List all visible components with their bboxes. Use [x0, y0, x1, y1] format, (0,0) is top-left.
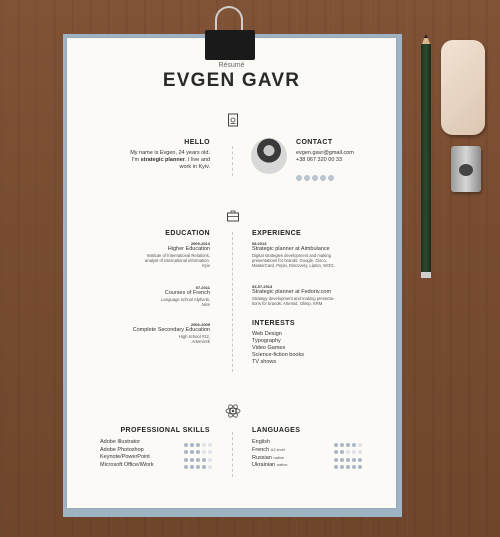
mail-icon[interactable]: [328, 175, 334, 181]
education-city: Kyiv: [202, 263, 210, 268]
vk-icon[interactable]: [320, 175, 326, 181]
language-note: native: [276, 462, 288, 468]
sharpener-hole: [459, 164, 473, 176]
hello-line-2: [110, 157, 210, 164]
experience-desc-2: presentations for brands: Google, Cisco,: [252, 258, 327, 263]
hello-line-1: My name is Evgen, 24 years old.: [130, 150, 210, 156]
skill-name: Keynote/PowerPoint: [100, 454, 150, 461]
experience-item: [252, 241, 372, 268]
skill-name: Adobe Illustrator: [100, 439, 141, 446]
social-links: [296, 168, 336, 186]
education-place: High school #12,: [178, 334, 210, 339]
interests-title: INTERESTS: [252, 320, 295, 327]
facebook-icon[interactable]: [296, 175, 302, 181]
education-name: Courses of French: [164, 290, 210, 296]
experience-date: 08.2013: [252, 241, 267, 246]
education-date: 07.2011: [195, 285, 210, 290]
twitter-icon[interactable]: [312, 175, 318, 181]
contact-title: CONTACT: [296, 139, 333, 146]
experience-desc-1: Digital strategies development and making: [252, 253, 331, 258]
education-date: 2006-2009: [190, 322, 210, 327]
language-name: [252, 461, 287, 469]
education-title: EDUCATION: [165, 230, 210, 237]
education-place: Institute of International Relations,: [146, 253, 210, 258]
skill-level: [182, 456, 212, 474]
hello-title: HELLO: [184, 139, 210, 146]
avatar: [251, 138, 287, 174]
experience-item: [252, 284, 372, 306]
contact-phone[interactable]: +38 067 320 00 33: [296, 157, 343, 163]
education-name: Complete Secondary Education: [132, 327, 210, 333]
education-date: 2009-2013: [190, 241, 210, 246]
education-item: [110, 285, 210, 307]
page-title: EVGEN GAVR: [162, 70, 301, 91]
experience-desc-3: MasterCard, Pepsi, Discovery, Lipton, WOG.: [252, 263, 335, 268]
skill-name: Microsoft Office/iWork: [100, 461, 154, 468]
experience-title: EXPERIENCE: [252, 230, 302, 237]
education-item: [110, 241, 210, 268]
linkedin-icon[interactable]: [304, 175, 310, 181]
skills-list: [100, 439, 212, 469]
language-label: Russian: [252, 454, 272, 461]
contact-email[interactable]: evgen.gavr@gmail.com: [296, 150, 354, 156]
eraser: [441, 40, 485, 135]
education-place-2: analyst of international information.: [145, 258, 210, 263]
list-item: Science-fiction books: [252, 352, 304, 358]
pencil-lead: [424, 34, 428, 38]
language-name: [252, 439, 270, 446]
resume-label: Résumé: [218, 62, 245, 69]
divider-line: [232, 232, 233, 372]
education-place: Language school Alpha-B,: [161, 297, 210, 302]
atom-icon: [225, 403, 241, 419]
briefcase-icon: [226, 209, 240, 223]
hello-line-2-pre: I'm: [131, 157, 141, 163]
language-label: English: [252, 439, 271, 446]
education-item: [110, 322, 210, 344]
skill-name: Adobe Photoshop: [100, 446, 144, 453]
hello-line-2-bold: strategic planner: [140, 157, 185, 163]
languages-list: [252, 439, 362, 469]
divider-line: [232, 146, 233, 176]
hello-line-2-post: . I live and: [184, 157, 210, 163]
skills-title: PROFESSIONAL SKILLS: [120, 427, 210, 434]
education-name: Higher Education: [167, 246, 210, 252]
experience-desc-2: tions for brands: Artemid, Olimp, KRM.: [252, 301, 324, 306]
interests-list: [252, 331, 304, 366]
list-item: Typography: [252, 338, 281, 344]
binder-clip: [205, 30, 255, 60]
divider-line: [232, 432, 233, 477]
hello-text: [110, 150, 210, 171]
list-item: Video Games: [252, 345, 286, 351]
experience-desc-1: Strategy development and making presenta-: [252, 296, 335, 301]
skill-row: [100, 462, 212, 470]
education-city: Artemivsk: [191, 339, 210, 344]
list-item: TV shows: [252, 359, 277, 365]
experience-role: Strategic planner at Fedoriv.com: [252, 289, 332, 295]
language-note: native: [273, 454, 285, 460]
language-level: [332, 456, 362, 474]
language-row: [252, 462, 362, 470]
list-item: Web Design: [252, 331, 282, 337]
pencil: [421, 44, 431, 276]
document-icon: [226, 113, 240, 127]
languages-title: LANGUAGES: [252, 427, 301, 434]
language-label: French: [252, 447, 270, 454]
experience-role: Strategic planner at Aimbulance: [252, 246, 330, 252]
education-city: Nice: [201, 302, 210, 307]
experience-date: 03-07.2013: [252, 284, 273, 289]
language-label: Ukrainian: [252, 462, 276, 469]
pencil-end: [421, 272, 431, 278]
language-note: A2 level: [270, 447, 285, 453]
hello-line-3: work in Kyiv.: [179, 164, 210, 170]
